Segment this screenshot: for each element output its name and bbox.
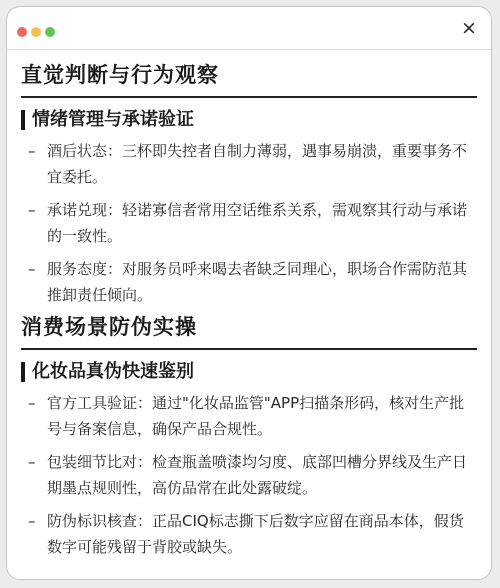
minimize-window-dot[interactable] xyxy=(31,27,41,37)
section-title: 直觉判断与行为观察 xyxy=(21,63,477,98)
title-bar xyxy=(7,7,491,50)
section-behavior-observation xyxy=(21,63,477,308)
dash-bullet-icon: – xyxy=(28,142,36,161)
dash-bullet-icon: – xyxy=(28,260,36,279)
item-text: 服务态度：对服务员呼来喝去者缺乏同理心，职场合作需防范其推卸责任倾向。 xyxy=(47,260,468,305)
item-text: 酒后状态：三杯即失控者自制力薄弱，遇事易崩溃，重要事务不宜委托。 xyxy=(47,142,468,187)
content-area xyxy=(21,49,477,567)
dash-bullet-icon: – xyxy=(28,453,36,472)
list-item xyxy=(21,508,477,560)
close-window-dot[interactable] xyxy=(17,27,27,37)
list-item xyxy=(21,197,477,249)
item-text: 防伪标识核查：正品CIQ标志撕下后数字应留在商品本体，假货数字可能残留于背胶或缺失。 xyxy=(47,512,464,557)
dash-bullet-icon: – xyxy=(28,512,36,531)
list-item xyxy=(21,256,477,308)
item-list xyxy=(21,138,477,308)
subsection-heading: 化妆品真伪快速鉴别 xyxy=(21,362,477,382)
item-list xyxy=(21,390,477,560)
section-title: 消费场景防伪实操 xyxy=(21,315,477,350)
item-text: 官方工具验证：通过"化妆品监管"APP扫描条形码，核对生产批号与备案信息，确保产品合规性。 xyxy=(47,394,465,439)
dash-bullet-icon: – xyxy=(28,201,36,220)
list-item xyxy=(21,449,477,501)
item-text: 包装细节比对：检查瓶盖喷漆均匀度、底部凹槽分界线及生产日期墨点规则性，高仿品常在此处露破绽。 xyxy=(47,453,468,498)
maximize-window-dot[interactable] xyxy=(45,27,55,37)
dash-bullet-icon: – xyxy=(28,394,36,413)
app-window xyxy=(6,6,492,580)
list-item xyxy=(21,138,477,190)
close-icon[interactable]: × xyxy=(461,17,477,39)
subsection-heading: 情绪管理与承诺验证 xyxy=(21,110,477,130)
item-text: 承诺兑现：轻诺寡信者常用空话维系关系，需观察其行动与承诺的一致性。 xyxy=(47,201,468,246)
list-item xyxy=(21,390,477,442)
section-anti-counterfeit xyxy=(21,315,477,560)
